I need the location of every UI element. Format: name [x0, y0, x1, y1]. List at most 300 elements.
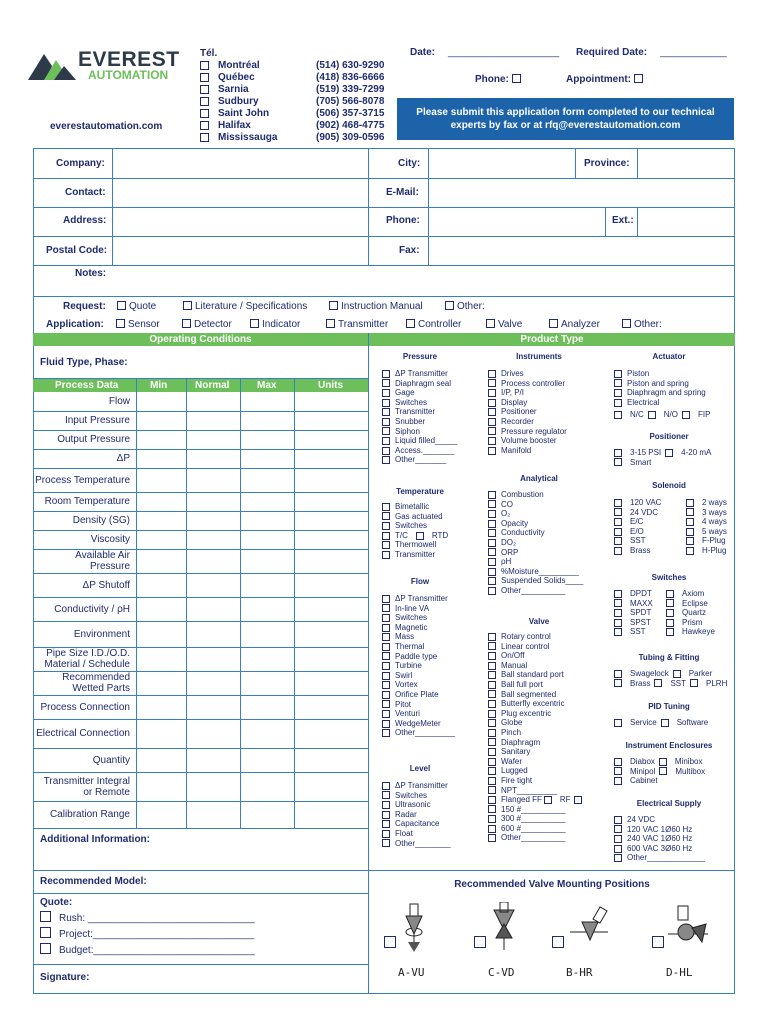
option-row[interactable] [382, 613, 455, 623]
checkbox[interactable] [544, 796, 552, 804]
option-brass[interactable] [614, 679, 650, 689]
checkbox[interactable] [614, 599, 622, 607]
option-row[interactable] [382, 728, 455, 738]
checkbox[interactable] [488, 491, 496, 499]
application-option-controller[interactable] [406, 319, 461, 330]
checkbox[interactable] [382, 633, 390, 641]
option-hawkeye[interactable] [666, 627, 715, 637]
quote-option[interactable] [40, 943, 255, 959]
option-row[interactable] [614, 853, 705, 863]
checkbox[interactable] [382, 782, 390, 790]
quote-checkbox[interactable] [40, 927, 51, 938]
office-checkbox[interactable] [200, 121, 209, 130]
option-row[interactable] [488, 500, 583, 510]
request-option-quote[interactable] [117, 301, 156, 312]
option-row[interactable] [488, 670, 591, 680]
checkbox[interactable] [686, 499, 694, 507]
checkbox[interactable] [382, 710, 390, 718]
option-axiom[interactable] [666, 589, 704, 599]
checkbox[interactable] [382, 408, 390, 416]
application-option-detector[interactable] [182, 319, 232, 330]
checkbox[interactable] [666, 609, 674, 617]
checkbox[interactable] [488, 437, 496, 445]
option-row[interactable] [382, 661, 455, 671]
option-rf[interactable] [544, 795, 587, 805]
option-row[interactable] [488, 833, 591, 843]
checkbox[interactable] [382, 624, 390, 632]
checkbox[interactable] [614, 609, 622, 617]
option-sst[interactable] [614, 627, 662, 637]
checkbox[interactable] [549, 319, 558, 328]
checkbox[interactable] [686, 528, 694, 536]
option-row[interactable] [382, 709, 455, 719]
checkbox[interactable] [406, 319, 415, 328]
checkbox[interactable] [488, 652, 496, 660]
option-fip[interactable] [682, 410, 710, 420]
option-row[interactable] [488, 379, 567, 389]
checkbox[interactable] [382, 839, 390, 847]
checkbox[interactable] [445, 301, 454, 310]
option-4-ways[interactable] [686, 517, 727, 527]
checkbox[interactable] [488, 510, 496, 518]
option-5-ways[interactable] [686, 527, 727, 537]
option-swagelock[interactable] [614, 669, 669, 679]
option-row[interactable] [382, 604, 455, 614]
checkbox[interactable] [488, 719, 496, 727]
checkbox[interactable] [382, 447, 390, 455]
checkbox[interactable] [614, 399, 622, 407]
checkbox[interactable] [686, 508, 694, 516]
checkbox[interactable] [488, 642, 496, 650]
option-row[interactable] [382, 455, 457, 465]
option-row[interactable] [488, 519, 583, 529]
checkbox[interactable] [382, 643, 390, 651]
option-parker[interactable] [673, 669, 713, 679]
checkbox[interactable] [488, 738, 496, 746]
checkbox[interactable] [614, 619, 622, 627]
checkbox[interactable] [614, 679, 622, 687]
checkbox[interactable] [382, 681, 390, 689]
option-row[interactable] [488, 651, 591, 661]
option-row[interactable] [488, 632, 591, 642]
option-n-o[interactable] [648, 410, 678, 420]
checkbox[interactable] [382, 551, 390, 559]
option-row[interactable] [488, 757, 591, 767]
checkbox[interactable] [488, 758, 496, 766]
option-4-20-ma[interactable] [665, 448, 711, 458]
option-rtd[interactable] [416, 531, 448, 541]
checkbox[interactable] [382, 729, 390, 737]
checkbox[interactable] [614, 499, 622, 507]
mount-option-b-hr[interactable] [552, 900, 632, 982]
checkbox[interactable] [665, 449, 673, 457]
checkbox[interactable] [382, 604, 390, 612]
checkbox[interactable] [614, 508, 622, 516]
option-row[interactable] [382, 700, 455, 710]
option-row[interactable] [382, 829, 451, 839]
checkbox[interactable] [488, 777, 496, 785]
checkbox[interactable] [666, 619, 674, 627]
checkbox[interactable] [382, 389, 390, 397]
option-row[interactable] [614, 834, 705, 844]
checkbox[interactable] [666, 590, 674, 598]
checkbox[interactable] [682, 411, 690, 419]
option-row[interactable] [382, 800, 451, 810]
option-row[interactable] [488, 661, 591, 671]
checkbox[interactable] [659, 767, 667, 775]
option-row[interactable] [382, 502, 452, 512]
checkbox[interactable] [659, 758, 667, 766]
option-smart[interactable] [614, 458, 651, 468]
option-row[interactable] [382, 379, 457, 389]
office-checkbox[interactable] [200, 133, 209, 142]
checkbox[interactable] [116, 319, 125, 328]
checkbox[interactable] [614, 854, 622, 862]
option-row[interactable] [488, 805, 591, 815]
quote-option[interactable] [40, 911, 255, 927]
option-h-plug[interactable] [686, 546, 726, 556]
option-row[interactable] [488, 490, 583, 500]
application-option-sensor[interactable] [116, 319, 160, 330]
checkbox[interactable] [488, 500, 496, 508]
option-row[interactable] [488, 747, 591, 757]
option-spst[interactable] [614, 618, 662, 628]
quote-checkbox[interactable] [40, 911, 51, 922]
option-n-c[interactable] [614, 410, 644, 420]
checkbox[interactable] [488, 577, 496, 585]
option-e-c[interactable] [614, 517, 682, 527]
option-row[interactable] [382, 417, 457, 427]
option-3-15-psi[interactable] [614, 448, 661, 458]
application-option-indicator[interactable] [250, 319, 300, 330]
checkbox[interactable] [488, 710, 496, 718]
appointment-option[interactable]: Appointment: [566, 74, 643, 85]
option-cabinet[interactable] [614, 776, 658, 786]
checkbox[interactable] [382, 614, 390, 622]
quote-checkbox[interactable] [40, 943, 51, 954]
checkbox[interactable] [488, 399, 496, 407]
checkbox[interactable] [488, 729, 496, 737]
option-row[interactable] [614, 388, 706, 398]
option-row[interactable] [488, 795, 591, 805]
checkbox[interactable] [614, 389, 622, 397]
mount-checkbox[interactable] [474, 936, 486, 948]
option-plrh[interactable] [690, 679, 727, 689]
checkbox[interactable] [614, 719, 622, 727]
option-row[interactable] [614, 398, 706, 408]
checkbox[interactable] [614, 767, 622, 775]
option-row[interactable] [382, 791, 451, 801]
checkbox[interactable] [488, 408, 496, 416]
checkbox[interactable] [614, 370, 622, 378]
option-eclipse[interactable] [666, 599, 708, 609]
option-row[interactable] [488, 436, 567, 446]
checkbox[interactable] [382, 811, 390, 819]
option-row[interactable] [488, 567, 583, 577]
checkbox[interactable] [382, 801, 390, 809]
option-row[interactable] [488, 398, 567, 408]
option-row[interactable] [488, 786, 591, 796]
mount-option-a-vu[interactable] [384, 900, 464, 982]
option-row[interactable] [488, 417, 567, 427]
checkbox[interactable] [488, 690, 496, 698]
checkbox[interactable] [614, 379, 622, 387]
checkbox[interactable] [488, 825, 496, 833]
option-row[interactable] [382, 642, 455, 652]
option-row[interactable] [382, 719, 455, 729]
appointment-checkbox[interactable] [634, 74, 643, 83]
mount-option-d-hl[interactable] [652, 900, 732, 982]
checkbox[interactable] [690, 679, 698, 687]
checkbox[interactable] [382, 456, 390, 464]
checkbox[interactable] [673, 670, 681, 678]
office-checkbox[interactable] [200, 85, 209, 94]
option-row[interactable] [382, 369, 457, 379]
option-spdt[interactable] [614, 608, 662, 618]
option-row[interactable] [382, 690, 455, 700]
checkbox[interactable] [382, 399, 390, 407]
quote-option[interactable] [40, 927, 255, 943]
application-option-other[interactable] [622, 319, 662, 330]
required-date-field[interactable]: ____________ [660, 47, 727, 58]
option-diabox[interactable] [614, 757, 655, 767]
phone-checkbox[interactable] [512, 74, 521, 83]
checkbox[interactable] [488, 681, 496, 689]
checkbox[interactable] [488, 700, 496, 708]
checkbox[interactable] [666, 628, 674, 636]
checkbox[interactable] [661, 719, 669, 727]
checkbox[interactable] [488, 662, 496, 670]
option-2-ways[interactable] [686, 498, 727, 508]
option-row[interactable] [488, 557, 583, 567]
checkbox[interactable] [614, 816, 622, 824]
option-e-o[interactable] [614, 527, 682, 537]
checkbox[interactable] [574, 796, 582, 804]
option-row[interactable] [382, 512, 452, 522]
application-option-analyzer[interactable] [549, 319, 600, 330]
checkbox[interactable] [614, 845, 622, 853]
option-maxx[interactable] [614, 599, 662, 609]
option-row[interactable] [382, 388, 457, 398]
checkbox[interactable] [488, 796, 496, 804]
checkbox[interactable] [488, 548, 496, 556]
option-service[interactable] [614, 718, 657, 728]
option-row[interactable] [614, 844, 705, 854]
option-row[interactable] [488, 738, 591, 748]
option-row[interactable] [488, 824, 591, 834]
option-3-ways[interactable] [686, 508, 727, 518]
checkbox[interactable] [614, 590, 622, 598]
option-row[interactable] [488, 528, 583, 538]
checkbox[interactable] [614, 758, 622, 766]
option-minibox[interactable] [659, 757, 703, 767]
option-row[interactable] [488, 728, 591, 738]
option-brass[interactable] [614, 546, 682, 556]
option-row[interactable] [382, 540, 452, 550]
checkbox[interactable] [382, 691, 390, 699]
option-software[interactable] [661, 718, 709, 728]
option-row[interactable] [382, 436, 457, 446]
checkbox[interactable] [654, 679, 662, 687]
phone-contact-option[interactable]: Phone: [475, 74, 521, 85]
checkbox[interactable] [488, 633, 496, 641]
checkbox[interactable] [488, 834, 496, 842]
checkbox[interactable] [488, 529, 496, 537]
checkbox[interactable] [382, 522, 390, 530]
checkbox[interactable] [382, 595, 390, 603]
checkbox[interactable] [486, 319, 495, 328]
checkbox[interactable] [488, 587, 496, 595]
checkbox[interactable] [382, 370, 390, 378]
mount-checkbox[interactable] [384, 936, 396, 948]
option-row[interactable] [382, 407, 457, 417]
mount-option-c-vd[interactable] [474, 900, 554, 982]
checkbox[interactable] [382, 379, 390, 387]
option-prism[interactable] [666, 618, 702, 628]
option-row[interactable] [488, 509, 583, 519]
option-row[interactable] [382, 839, 451, 849]
option-f-plug[interactable] [686, 536, 726, 546]
option-120-vac[interactable] [614, 498, 682, 508]
office-checkbox[interactable] [200, 73, 209, 82]
option-row[interactable] [382, 398, 457, 408]
checkbox[interactable] [183, 301, 192, 310]
checkbox[interactable] [614, 825, 622, 833]
option-row[interactable] [488, 427, 567, 437]
checkbox[interactable] [488, 539, 496, 547]
option-row[interactable] [382, 810, 451, 820]
option-row[interactable] [382, 819, 451, 829]
checkbox[interactable] [250, 319, 259, 328]
option-row[interactable] [614, 825, 705, 835]
option-row[interactable] [488, 407, 567, 417]
option-multibox[interactable] [659, 767, 705, 777]
option-row[interactable] [382, 594, 455, 604]
checkbox[interactable] [488, 389, 496, 397]
checkbox[interactable] [648, 411, 656, 419]
request-option-literature-specifications[interactable] [183, 301, 307, 312]
option-row[interactable] [382, 632, 455, 642]
application-option-transmitter[interactable] [326, 319, 388, 330]
checkbox[interactable] [614, 628, 622, 636]
option-row[interactable] [382, 427, 457, 437]
checkbox[interactable] [382, 512, 390, 520]
checkbox[interactable] [614, 835, 622, 843]
option-row[interactable] [382, 781, 451, 791]
date-field[interactable]: ____________________ [448, 47, 560, 58]
option-row[interactable] [488, 446, 567, 456]
office-checkbox[interactable] [200, 97, 209, 106]
mount-checkbox[interactable] [652, 936, 664, 948]
checkbox[interactable] [488, 427, 496, 435]
option-row[interactable] [488, 576, 583, 586]
checkbox[interactable] [326, 319, 335, 328]
checkbox[interactable] [614, 670, 622, 678]
checkbox[interactable] [382, 791, 390, 799]
option-sst[interactable] [654, 679, 686, 689]
application-option-valve[interactable] [486, 319, 522, 330]
checkbox[interactable] [488, 418, 496, 426]
checkbox[interactable] [488, 786, 496, 794]
checkbox[interactable] [382, 720, 390, 728]
option-row[interactable] [488, 369, 567, 379]
option-row[interactable] [488, 718, 591, 728]
option-row[interactable] [488, 538, 583, 548]
checkbox[interactable] [614, 458, 622, 466]
option-dpdt[interactable] [614, 589, 662, 599]
checkbox[interactable] [614, 528, 622, 536]
checkbox[interactable] [488, 805, 496, 813]
option-sst[interactable] [614, 536, 682, 546]
option-row[interactable] [488, 766, 591, 776]
checkbox[interactable] [622, 319, 631, 328]
mount-checkbox[interactable] [552, 936, 564, 948]
option-row[interactable] [488, 709, 591, 719]
option-row[interactable] [382, 680, 455, 690]
checkbox[interactable] [382, 503, 390, 511]
checkbox[interactable] [117, 301, 126, 310]
checkbox[interactable] [382, 541, 390, 549]
checkbox[interactable] [614, 537, 622, 545]
checkbox[interactable] [382, 700, 390, 708]
option-quartz[interactable] [666, 608, 706, 618]
option-row[interactable] [382, 623, 455, 633]
request-option-other[interactable] [445, 301, 485, 312]
option-row[interactable] [614, 369, 706, 379]
checkbox[interactable] [488, 815, 496, 823]
checkbox[interactable] [382, 830, 390, 838]
checkbox[interactable] [686, 547, 694, 555]
option-row[interactable] [488, 548, 583, 558]
option-row[interactable] [614, 379, 706, 389]
request-option-instruction-manual[interactable] [329, 301, 423, 312]
option-row[interactable] [488, 642, 591, 652]
option-row[interactable] [382, 550, 452, 560]
option-row[interactable] [488, 680, 591, 690]
checkbox[interactable] [488, 520, 496, 528]
checkbox[interactable] [614, 411, 622, 419]
option-24-vdc[interactable] [614, 508, 682, 518]
option-row[interactable] [488, 814, 591, 824]
checkbox[interactable] [666, 599, 674, 607]
checkbox[interactable] [416, 532, 424, 540]
checkbox[interactable] [488, 558, 496, 566]
option-row[interactable] [382, 521, 452, 531]
checkbox[interactable] [382, 662, 390, 670]
checkbox[interactable] [686, 518, 694, 526]
option-row[interactable] [382, 531, 452, 541]
option-row[interactable] [488, 586, 583, 596]
checkbox[interactable] [382, 418, 390, 426]
option-minipol[interactable] [614, 767, 655, 777]
checkbox[interactable] [382, 652, 390, 660]
checkbox[interactable] [614, 449, 622, 457]
checkbox[interactable] [382, 532, 390, 540]
checkbox[interactable] [686, 537, 694, 545]
checkbox[interactable] [488, 671, 496, 679]
option-row[interactable] [614, 815, 705, 825]
checkbox[interactable] [614, 547, 622, 555]
checkbox[interactable] [488, 447, 496, 455]
option-row[interactable] [488, 388, 567, 398]
option-row[interactable] [488, 776, 591, 786]
checkbox[interactable] [488, 767, 496, 775]
office-checkbox[interactable] [200, 61, 209, 70]
checkbox[interactable] [382, 672, 390, 680]
checkbox[interactable] [329, 301, 338, 310]
option-row[interactable] [488, 690, 591, 700]
option-row[interactable] [382, 652, 455, 662]
